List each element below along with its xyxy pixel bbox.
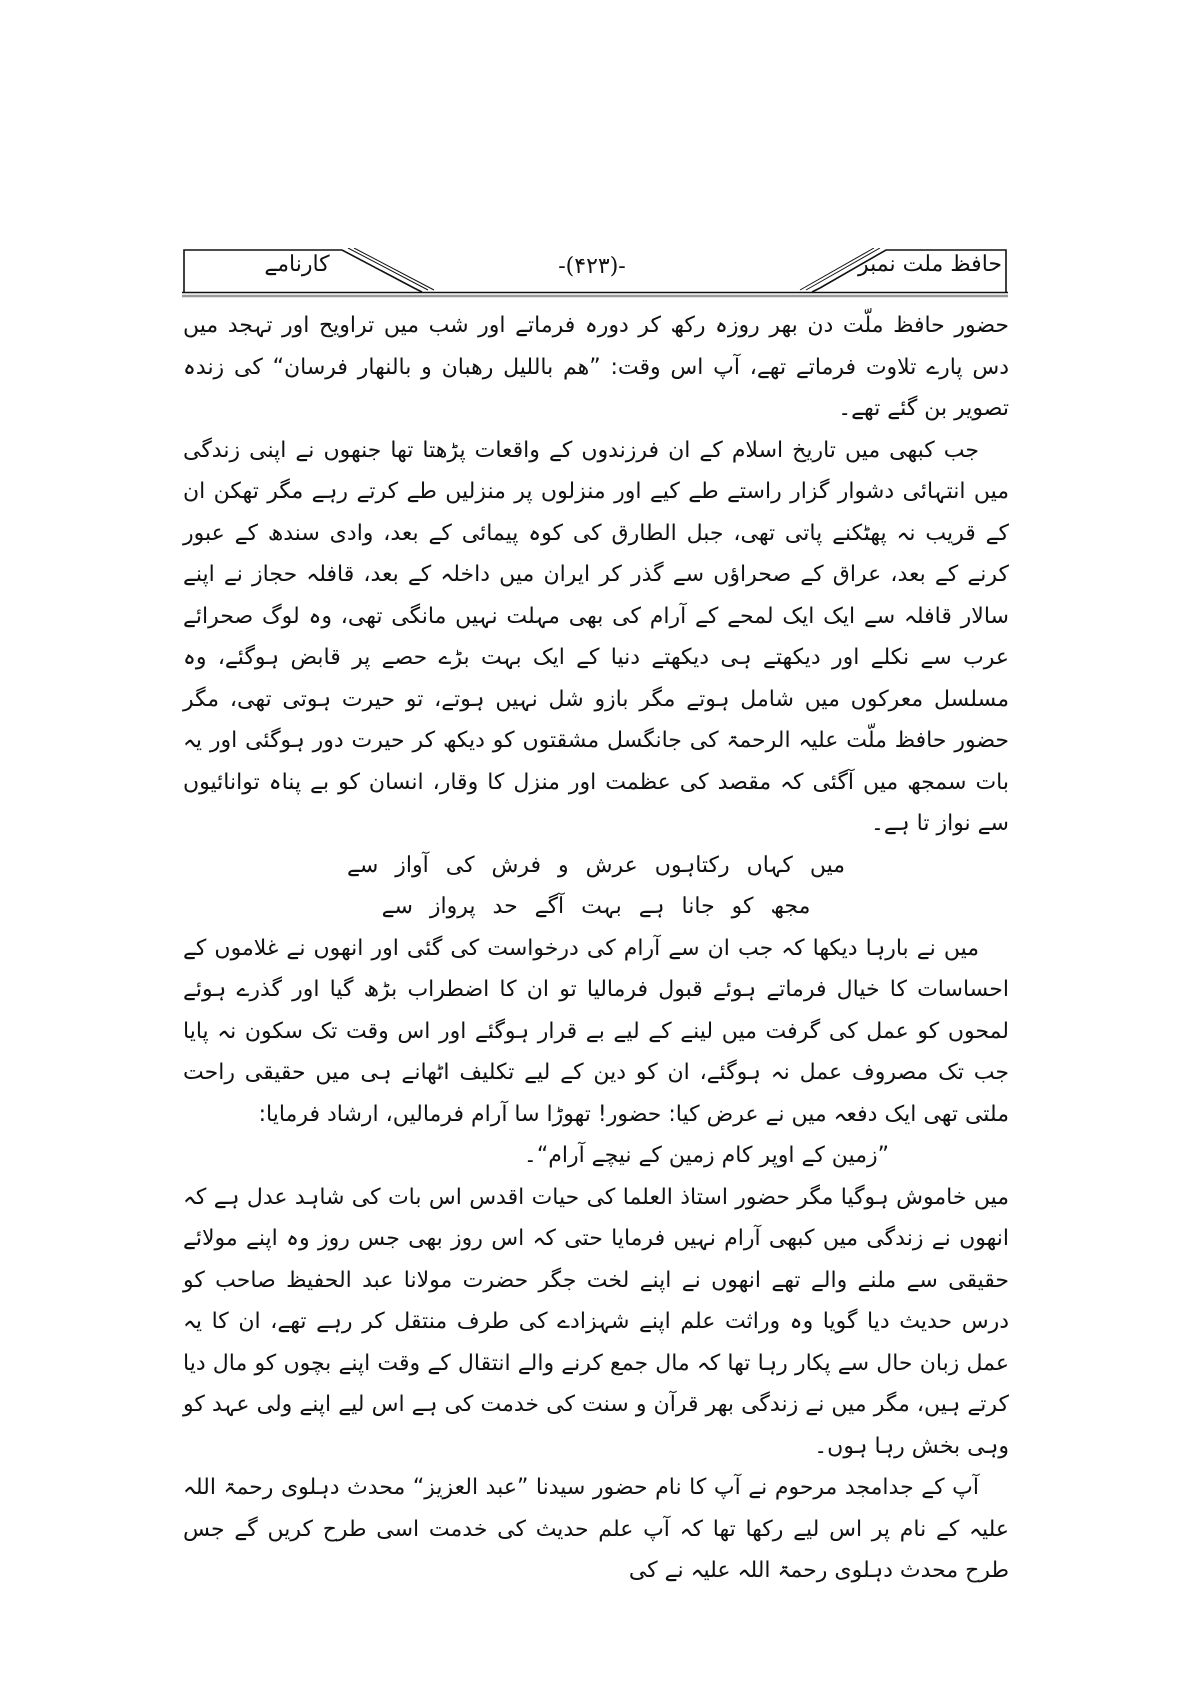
quotation: ”زمین کے اوپر کام زمین کے نیچے آرام“۔ — [523, 1143, 889, 1168]
header-publication-title: حافظ ملت نمبر — [858, 252, 1002, 277]
paragraph: میں نے بارہا دیکھا کہ جب ان سے آرام کی درخواست کی گئی اور انھوں نے غلاموں کے احساسات کا خیال فرماتے ہوئے قبول فرمالیا تو ان کا اضطراب بڑھ گیا اور گذرے ہوئے لمحوں کو عمل کی گرفت میں لینے کے لیے بے قرار ہوگئے اور اس وقت تک سکون نہ پایا جب تک مصروف عمل نہ ہوگئے، ان کو دین کے لیے تکلیف اٹھانے ہی میں حقیقی راحت ملتی تھی ایک دفعہ میں نے عرض کیا: حضور! تھوڑا سا آرام فرمالیں، ارشاد فرمایا: — [183, 935, 1009, 1127]
verse-line: مجھ کو جانا ہے بہت آگے حد پرواز سے — [381, 894, 811, 919]
paragraph: میں خاموش ہوگیا مگر حضور استاذ العلما کی حیات اقدس اس بات کی شاہد عدل ہے کہ انھوں نے زندگی میں کبھی آرام نہیں فرمایا حتی کہ اس روز بھی جس روز وہ اپنے مولائے حقیقی سے ملنے والے تھے انھوں نے اپنے لخت جگر حضرت مولانا عبد الحفیظ صاحب کو درس حدیث دیا گویا وہ وراثت علم اپنے شہزادے کی طرف منتقل کر رہے تھے، ان کا یہ عمل زبان حال سے پکار رہا تھا کہ مال جمع کرنے والے انتقال کے وقت اپنے بچوں کو مال دیا کرتے ہیں، مگر میں نے زندگی بھر قرآن و سنت کی خدمت کی ہے اس لیے اپنے ولی عہد کو وہی بخش رہا ہوں۔ — [183, 1184, 1009, 1459]
article-body — [183, 305, 1009, 1592]
paragraph: حضور حافظ ملّت دن بھر روزہ رکھ کر دورہ فرماتے اور شب میں تراویح اور تہجد میں دس پارے تلاوت فرماتے تھے، آپ اس وقت: ”ھم باللیل رھبان و بالنھار فرسان“ کی زندہ تصویر بن گئے تھے۔ — [183, 313, 1009, 421]
verse-line: میں کہاں رکتاہوں عرش و فرش کی آواز سے — [346, 852, 846, 878]
page-header — [182, 248, 1008, 298]
page-number: -(۴۲۳)- — [558, 254, 626, 279]
header-section-title: کارنامے — [264, 252, 330, 277]
paragraph: جب کبھی میں تاریخ اسلام کے ان فرزندوں کے واقعات پڑھتا تھا جنھوں نے اپنی زندگی میں انتہائی دشوار گزار راستے طے کیے اور منزلوں پر منزلیں طے کرتے رہے مگر تھکن ان کے قریب نہ پھٹکنے پاتی تھی، جبل الطارق کی کوہ پیمائی کے بعد، وادی سندھ کے عبور کرنے کے بعد، عراق کے صحراؤں سے گذر کر ایران میں داخلہ کے بعد، قافلہ حجاز نے اپنے سالار قافلہ سے ایک ایک لمحے کے آرام کی بھی مہلت نہیں مانگی تھی، وہ لوگ صحرائے عرب سے نکلے اور دیکھتے ہی دیکھتے دنیا کے ایک بہت بڑے حصے پر قابض ہوگئے، وہ مسلسل معرکوں میں شامل ہوتے مگر بازو شل نہیں ہوتے، تو حیرت ہوتی تھی، مگر حضور حافظ ملّت علیہ الرحمۃ کی جانگسل مشقتوں کو دیکھ کر حیرت دور ہوگئی اور یہ بات سمجھ میں آگئی کہ مقصد کی عظمت اور منزل کا وقار، انسان کو بے پناہ توانائیوں سے نواز تا ہے۔ — [183, 437, 1009, 836]
paragraph: آپ کے جدامجد مرحوم نے آپ کا نام حضور سیدنا ”عبد العزیز“ محدث دہلوی رحمۃ اللہ علیہ کے نام پر اس لیے رکھا تھا کہ آپ علم حدیث کی خدمت اسی طرح کریں گے جس طرح محدث دہلوی رحمۃ اللہ علیہ نے کی — [183, 1475, 1009, 1583]
